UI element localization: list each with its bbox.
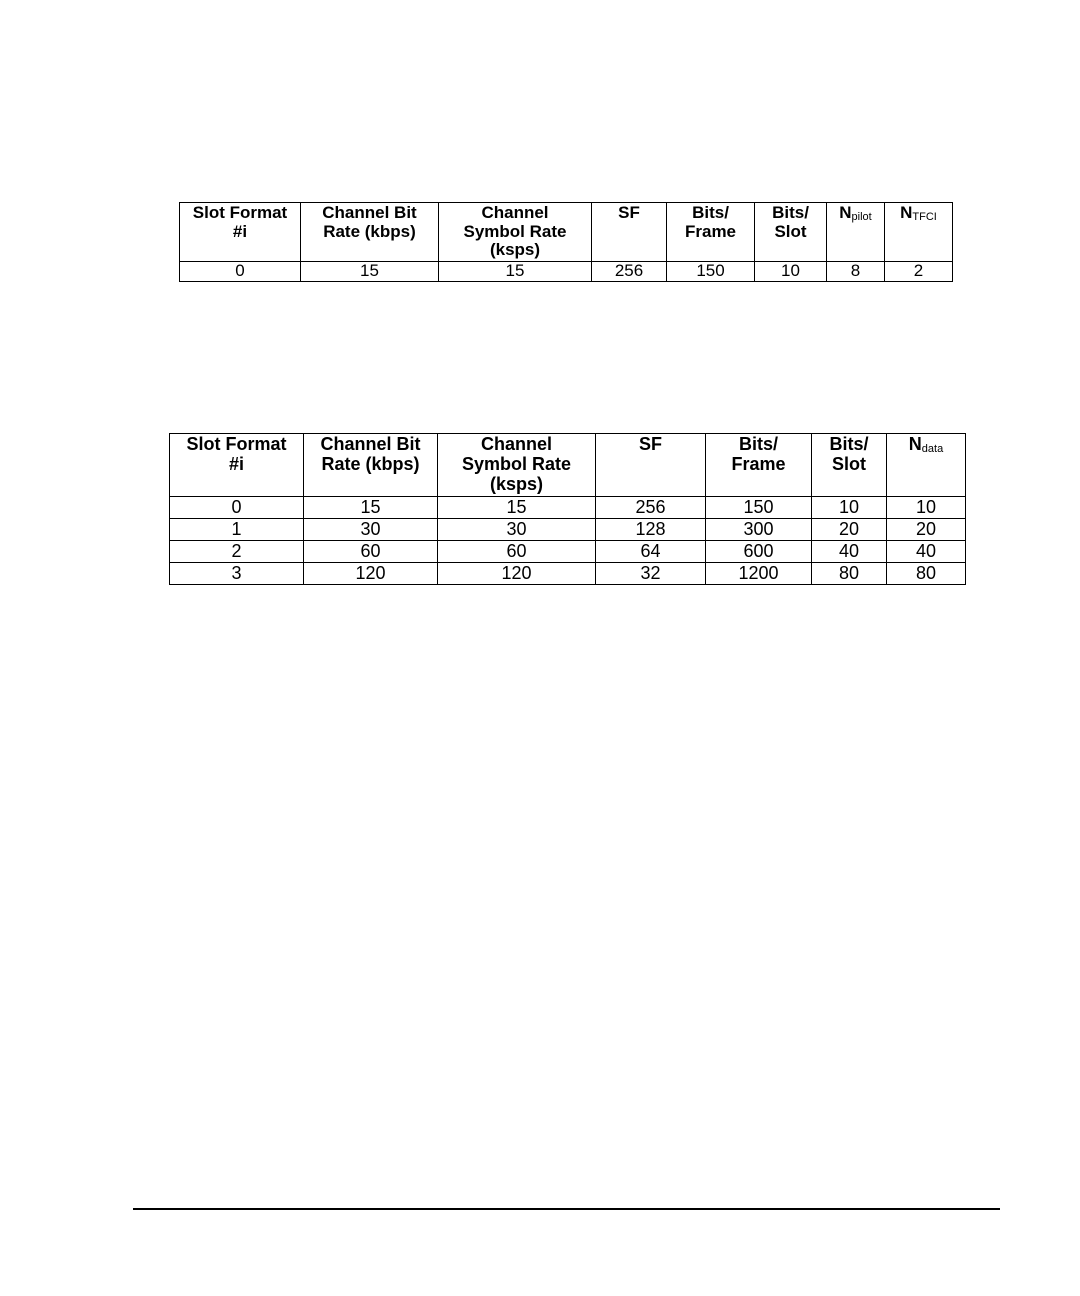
table-row [170,541,966,563]
cell-bits-frame: 150 [706,497,812,519]
header-slot-format: Slot Format #i [170,434,304,497]
header-bits-slot: Bits/ Slot [755,203,827,262]
header-bits-slot: Bits/ Slot [812,434,887,497]
table-row [170,519,966,541]
cell-channel-symbol-rate: 15 [439,262,592,282]
cell-sf: 64 [596,541,706,563]
cell-bits-slot: 40 [812,541,887,563]
cell-bits-frame: 300 [706,519,812,541]
table-row [170,563,966,585]
cell-n-data: 80 [887,563,966,585]
header-n-tfci: NTFCI [885,203,953,262]
cell-bits-slot: 80 [812,563,887,585]
cell-channel-bit-rate: 30 [304,519,438,541]
slot-format-table-data [169,433,966,585]
slot-format-table-pilot-tfci [179,202,953,282]
header-slot-format: Slot Format #i [180,203,301,262]
cell-bits-frame: 1200 [706,563,812,585]
cell-channel-symbol-rate: 15 [438,497,596,519]
cell-n-data: 20 [887,519,966,541]
header-n-data: Ndata [887,434,966,497]
cell-bits-slot: 10 [812,497,887,519]
cell-sf: 128 [596,519,706,541]
cell-slot-format: 1 [170,519,304,541]
cell-n-pilot: 8 [827,262,885,282]
cell-sf: 256 [596,497,706,519]
table-header-row [170,434,966,497]
header-sf: SF [592,203,667,262]
cell-channel-symbol-rate: 120 [438,563,596,585]
cell-n-data: 10 [887,497,966,519]
cell-n-data: 40 [887,541,966,563]
cell-n-tfci: 2 [885,262,953,282]
header-bits-frame: Bits/ Frame [667,203,755,262]
header-channel-bit-rate: Channel Bit Rate (kbps) [304,434,438,497]
cell-slot-format: 0 [180,262,301,282]
cell-channel-symbol-rate: 60 [438,541,596,563]
header-n-pilot: Npilot [827,203,885,262]
cell-channel-bit-rate: 60 [304,541,438,563]
cell-slot-format: 0 [170,497,304,519]
cell-bits-frame: 150 [667,262,755,282]
cell-slot-format: 3 [170,563,304,585]
table-row [180,262,953,282]
cell-slot-format: 2 [170,541,304,563]
cell-channel-bit-rate: 15 [304,497,438,519]
header-channel-symbol-rate: Channel Symbol Rate (ksps) [438,434,596,497]
cell-channel-bit-rate: 15 [301,262,439,282]
header-channel-symbol-rate: Channel Symbol Rate (ksps) [439,203,592,262]
cell-bits-frame: 600 [706,541,812,563]
cell-sf: 256 [592,262,667,282]
cell-bits-slot: 20 [812,519,887,541]
table-header-row [180,203,953,262]
header-bits-frame: Bits/ Frame [706,434,812,497]
cell-sf: 32 [596,563,706,585]
table-row [170,497,966,519]
footer-divider [133,1208,1000,1210]
header-sf: SF [596,434,706,497]
cell-channel-symbol-rate: 30 [438,519,596,541]
cell-bits-slot: 10 [755,262,827,282]
cell-channel-bit-rate: 120 [304,563,438,585]
header-channel-bit-rate: Channel Bit Rate (kbps) [301,203,439,262]
